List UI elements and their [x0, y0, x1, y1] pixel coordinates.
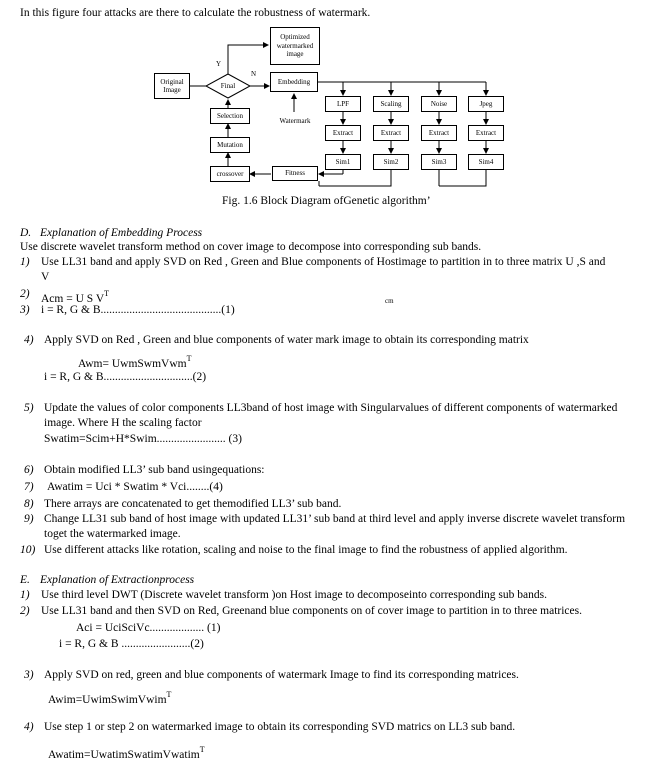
d-step2-subscript: cm: [385, 297, 394, 305]
selection-box: Selection: [210, 108, 250, 124]
section-d-letter: D.: [20, 227, 32, 239]
e-step4-eq: [48, 743, 205, 762]
original-image-box: [154, 73, 190, 99]
d-step1-text-cont: V: [41, 271, 50, 283]
e-step3-text: Apply SVD on red, green and blue components of watermark Image to find its corresponding matrices.: [44, 669, 519, 681]
extract-box-1: Extract: [325, 125, 361, 141]
d-step2-num: 2): [20, 288, 30, 300]
e-step3-num: 3): [24, 669, 34, 681]
mutation-box: Mutation: [210, 137, 250, 153]
d-step5-eq: Swatim=Scim+H*Swim........................ (3): [44, 433, 242, 445]
e-step4-eq-text: Awatim=UwatimSwatimVwatim: [48, 749, 200, 761]
crossover-box: crossover: [210, 166, 250, 182]
original-line-1: Original: [160, 77, 184, 86]
extract-box-2: Extract: [373, 125, 409, 141]
d-step9-text: Change LL31 sub band of host image with updated LL31’ sub band at third level and apply inverse discrete wavelet transform: [44, 513, 626, 525]
d-step10-num: 10): [20, 544, 36, 556]
d-step8-num: 8): [24, 498, 34, 510]
original-line-2: Image: [163, 86, 181, 94]
e-step4-num: 4): [24, 721, 34, 733]
d-step8-text: There arrays are concatenated to get themodified LL3’ sub band.: [44, 498, 342, 510]
d-step1-num: 1): [20, 256, 30, 268]
d-step1-text: Use LL31 band and apply SVD on Red , Green and Blue components of Hostimage to partition in to three matrix U ,S and: [41, 256, 606, 268]
optimized-line-1: Optimized: [280, 33, 310, 42]
e-step1-text: Use third level DWT (Discrete wavelet transform )on Host image to decomposeinto corresponding sub bands.: [41, 589, 547, 601]
d-step9-text-cont: toget the watermarked image.: [44, 528, 181, 540]
section-d-intro: Use discrete wavelet transform method on cover image to decompose into corresponding sub bands.: [20, 241, 482, 253]
e-step2-eq: Aci = UciSciVc................... (1): [76, 622, 221, 634]
section-e-heading: Explanation of Extractionprocess: [40, 574, 195, 586]
d-step4-num: 4): [24, 334, 34, 346]
final-label: Final: [220, 82, 236, 90]
yes-label: Y: [216, 60, 222, 68]
attack-noise-box: Noise: [421, 96, 457, 112]
d-step9-num: 9): [24, 513, 34, 525]
d-step4-text: Apply SVD on Red , Green and blue components of water mark image to obtain its corresponding matrix: [44, 334, 529, 346]
d-step5-text: Update the values of color components LL3band of host image with Singularvalues of different components of watermarked: [44, 402, 618, 414]
optimized-line-2: watermarked: [276, 41, 314, 50]
section-d-heading: Explanation of Embedding Process: [40, 227, 203, 239]
e-step1-num: 1): [20, 589, 30, 601]
e-step4-sup: T: [199, 745, 205, 754]
d-step4-index: i = R, G & B...............................(2): [44, 371, 207, 383]
extract-box-3: Extract: [421, 125, 457, 141]
optimized-line-3: image: [286, 50, 304, 59]
e-step3-eq: [48, 688, 171, 707]
attack-jpeg-box: Jpeg: [468, 96, 504, 112]
sim1-box: Sim1: [325, 154, 361, 170]
d-step5-num: 5): [24, 402, 34, 414]
d-step2-eq-text: Acm = U S V: [41, 293, 105, 305]
e-step4-text: Use step 1 or step 2 on watermarked image to obtain its corresponding SVD matrics on LL3 sub band.: [44, 721, 516, 733]
d-step3-text: i = R, G & B..........................................(1): [41, 304, 235, 316]
e-step2-text: Use LL31 band and then SVD on Red, Greenand blue components on of cover image to partition in to three matrices.: [41, 605, 582, 617]
d-step7-num: 7): [24, 481, 34, 493]
d-step6-num: 6): [24, 464, 34, 476]
d-step6-text: Obtain modified LL3’ sub band usingequations:: [44, 464, 265, 476]
e-step3-eq-text: Awim=UwimSwimVwim: [48, 694, 167, 706]
no-label: N: [251, 70, 257, 78]
sim3-box: Sim3: [421, 154, 457, 170]
e-step2-num: 2): [20, 605, 30, 617]
section-e-letter: E.: [20, 574, 30, 586]
watermark-label: Watermark: [271, 112, 319, 130]
intro-text: In this figure four attacks are there to calculate the robustness of watermark.: [20, 7, 371, 19]
e-step2-index: i = R, G & B ........................(2): [59, 638, 204, 650]
e-step3-sup: T: [166, 690, 172, 699]
d-step4-eq-text: Awm= UwmSwmVwm: [78, 358, 187, 370]
attack-scaling-box: Scaling: [373, 96, 409, 112]
d-step7-eq: Awatim = Uci * Swatim * Vci........(4): [47, 481, 223, 493]
extract-box-4: Extract: [468, 125, 504, 141]
figure-caption: Fig. 1.6 Block Diagram ofGenetic algorithm’: [222, 195, 431, 207]
d-step10-text: Use different attacks like rotation, scaling and noise to the final image to find the robustness of applied algorithm.: [44, 544, 568, 556]
d-step4-eq: [78, 352, 192, 371]
d-step3-num: 3): [20, 304, 30, 316]
sim2-box: Sim2: [373, 154, 409, 170]
sim4-box: Sim4: [468, 154, 504, 170]
optimized-box: [270, 27, 320, 65]
attack-lpf-box: LPF: [325, 96, 361, 112]
embedding-box: Embedding: [270, 72, 318, 92]
fitness-box: Fitness: [272, 166, 318, 181]
d-step4-sup: T: [186, 354, 192, 363]
d-step2-sup: T: [104, 289, 110, 298]
d-step5-text-cont: image. Where H the scaling factor: [44, 417, 202, 429]
